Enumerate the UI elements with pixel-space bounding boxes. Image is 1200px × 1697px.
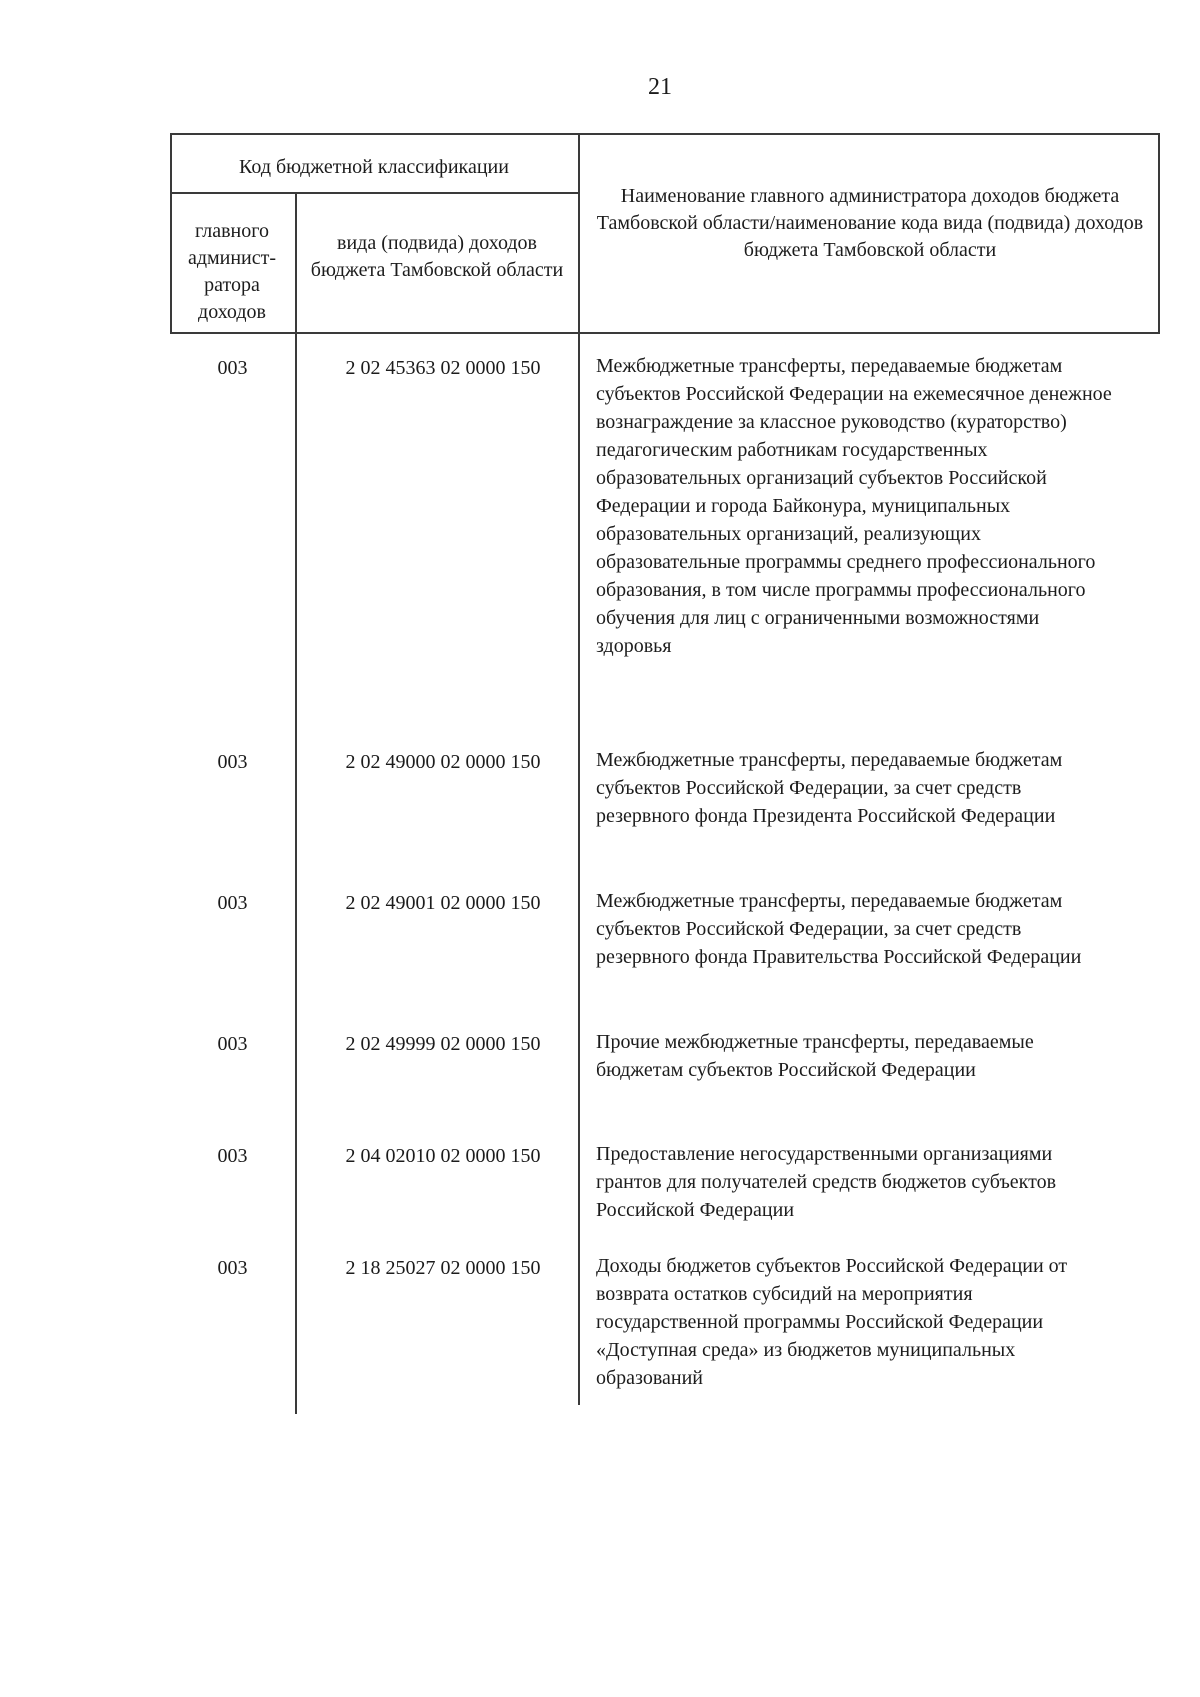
header-group-title: Код бюджетной классификации <box>239 156 509 178</box>
header-col-admin: главного админист-ратора доходов <box>187 220 277 323</box>
admin-code: 003 <box>217 1257 248 1279</box>
income-name: Межбюджетные трансферты, передаваемые бюджетам субъектов Российской Федерации, за счет средств резервного фонда Правительства Российской Федерации <box>596 890 1082 968</box>
page-number: 21 <box>648 74 672 100</box>
admin-code: 003 <box>217 751 248 773</box>
header-top-border <box>170 133 1160 135</box>
income-code: 2 02 45363 02 0000 150 <box>345 357 541 379</box>
income-name: Межбюджетные трансферты, передаваемые бюджетам субъектов Российской Федерации на ежемесячное денежное вознаграждение за классное руководство (кураторство) педагогическим работникам государственных образовательных организаций субъектов Российской Федерации и города Байконура, муниципальных образовательных организаций, реализующих образовательные программы среднего профессионального образования, в том числе программы профессионального обучения для лиц с ограниченными возможностями здоровья <box>596 355 1112 657</box>
header-col-name: Наименование главного администратора доходов бюджета Тамбовской области/наименование кода вида (подвида) доходов бюджета Тамбовской области <box>596 185 1144 261</box>
admin-code: 003 <box>217 1033 248 1055</box>
income-name: Прочие межбюджетные трансферты, передаваемые бюджетам субъектов Российской Федерации <box>596 1031 1034 1081</box>
admin-code: 003 <box>217 357 248 379</box>
income-code: 2 02 49999 02 0000 150 <box>345 1033 541 1055</box>
header-group-divider <box>170 192 578 194</box>
income-name: Межбюджетные трансферты, передаваемые бюджетам субъектов Российской Федерации, за счет средств резервного фонда Президента Российской Федерации <box>596 749 1063 827</box>
income-code: 2 04 02010 02 0000 150 <box>345 1145 541 1167</box>
income-name: Предоставление негосударственными организациями грантов для получателей средств бюджетов субъектов Российской Федерации <box>596 1143 1057 1221</box>
column-divider-1 <box>295 192 297 1414</box>
table-right-border <box>1158 133 1160 333</box>
admin-code: 003 <box>217 892 248 914</box>
header-bottom-border <box>170 332 1160 334</box>
income-code: 2 02 49000 02 0000 150 <box>345 751 541 773</box>
income-name: Доходы бюджетов субъектов Российской Федерации от возврата остатков субсидий на мероприятия государственной программы Российской Федерации «Доступная среда» из бюджетов муниципальных образований <box>596 1255 1068 1389</box>
admin-code: 003 <box>217 1145 248 1167</box>
header-col-type: вида (подвида) доходов бюджета Тамбовской области <box>310 232 564 281</box>
income-code: 2 18 25027 02 0000 150 <box>345 1257 541 1279</box>
income-code: 2 02 49001 02 0000 150 <box>345 892 541 914</box>
